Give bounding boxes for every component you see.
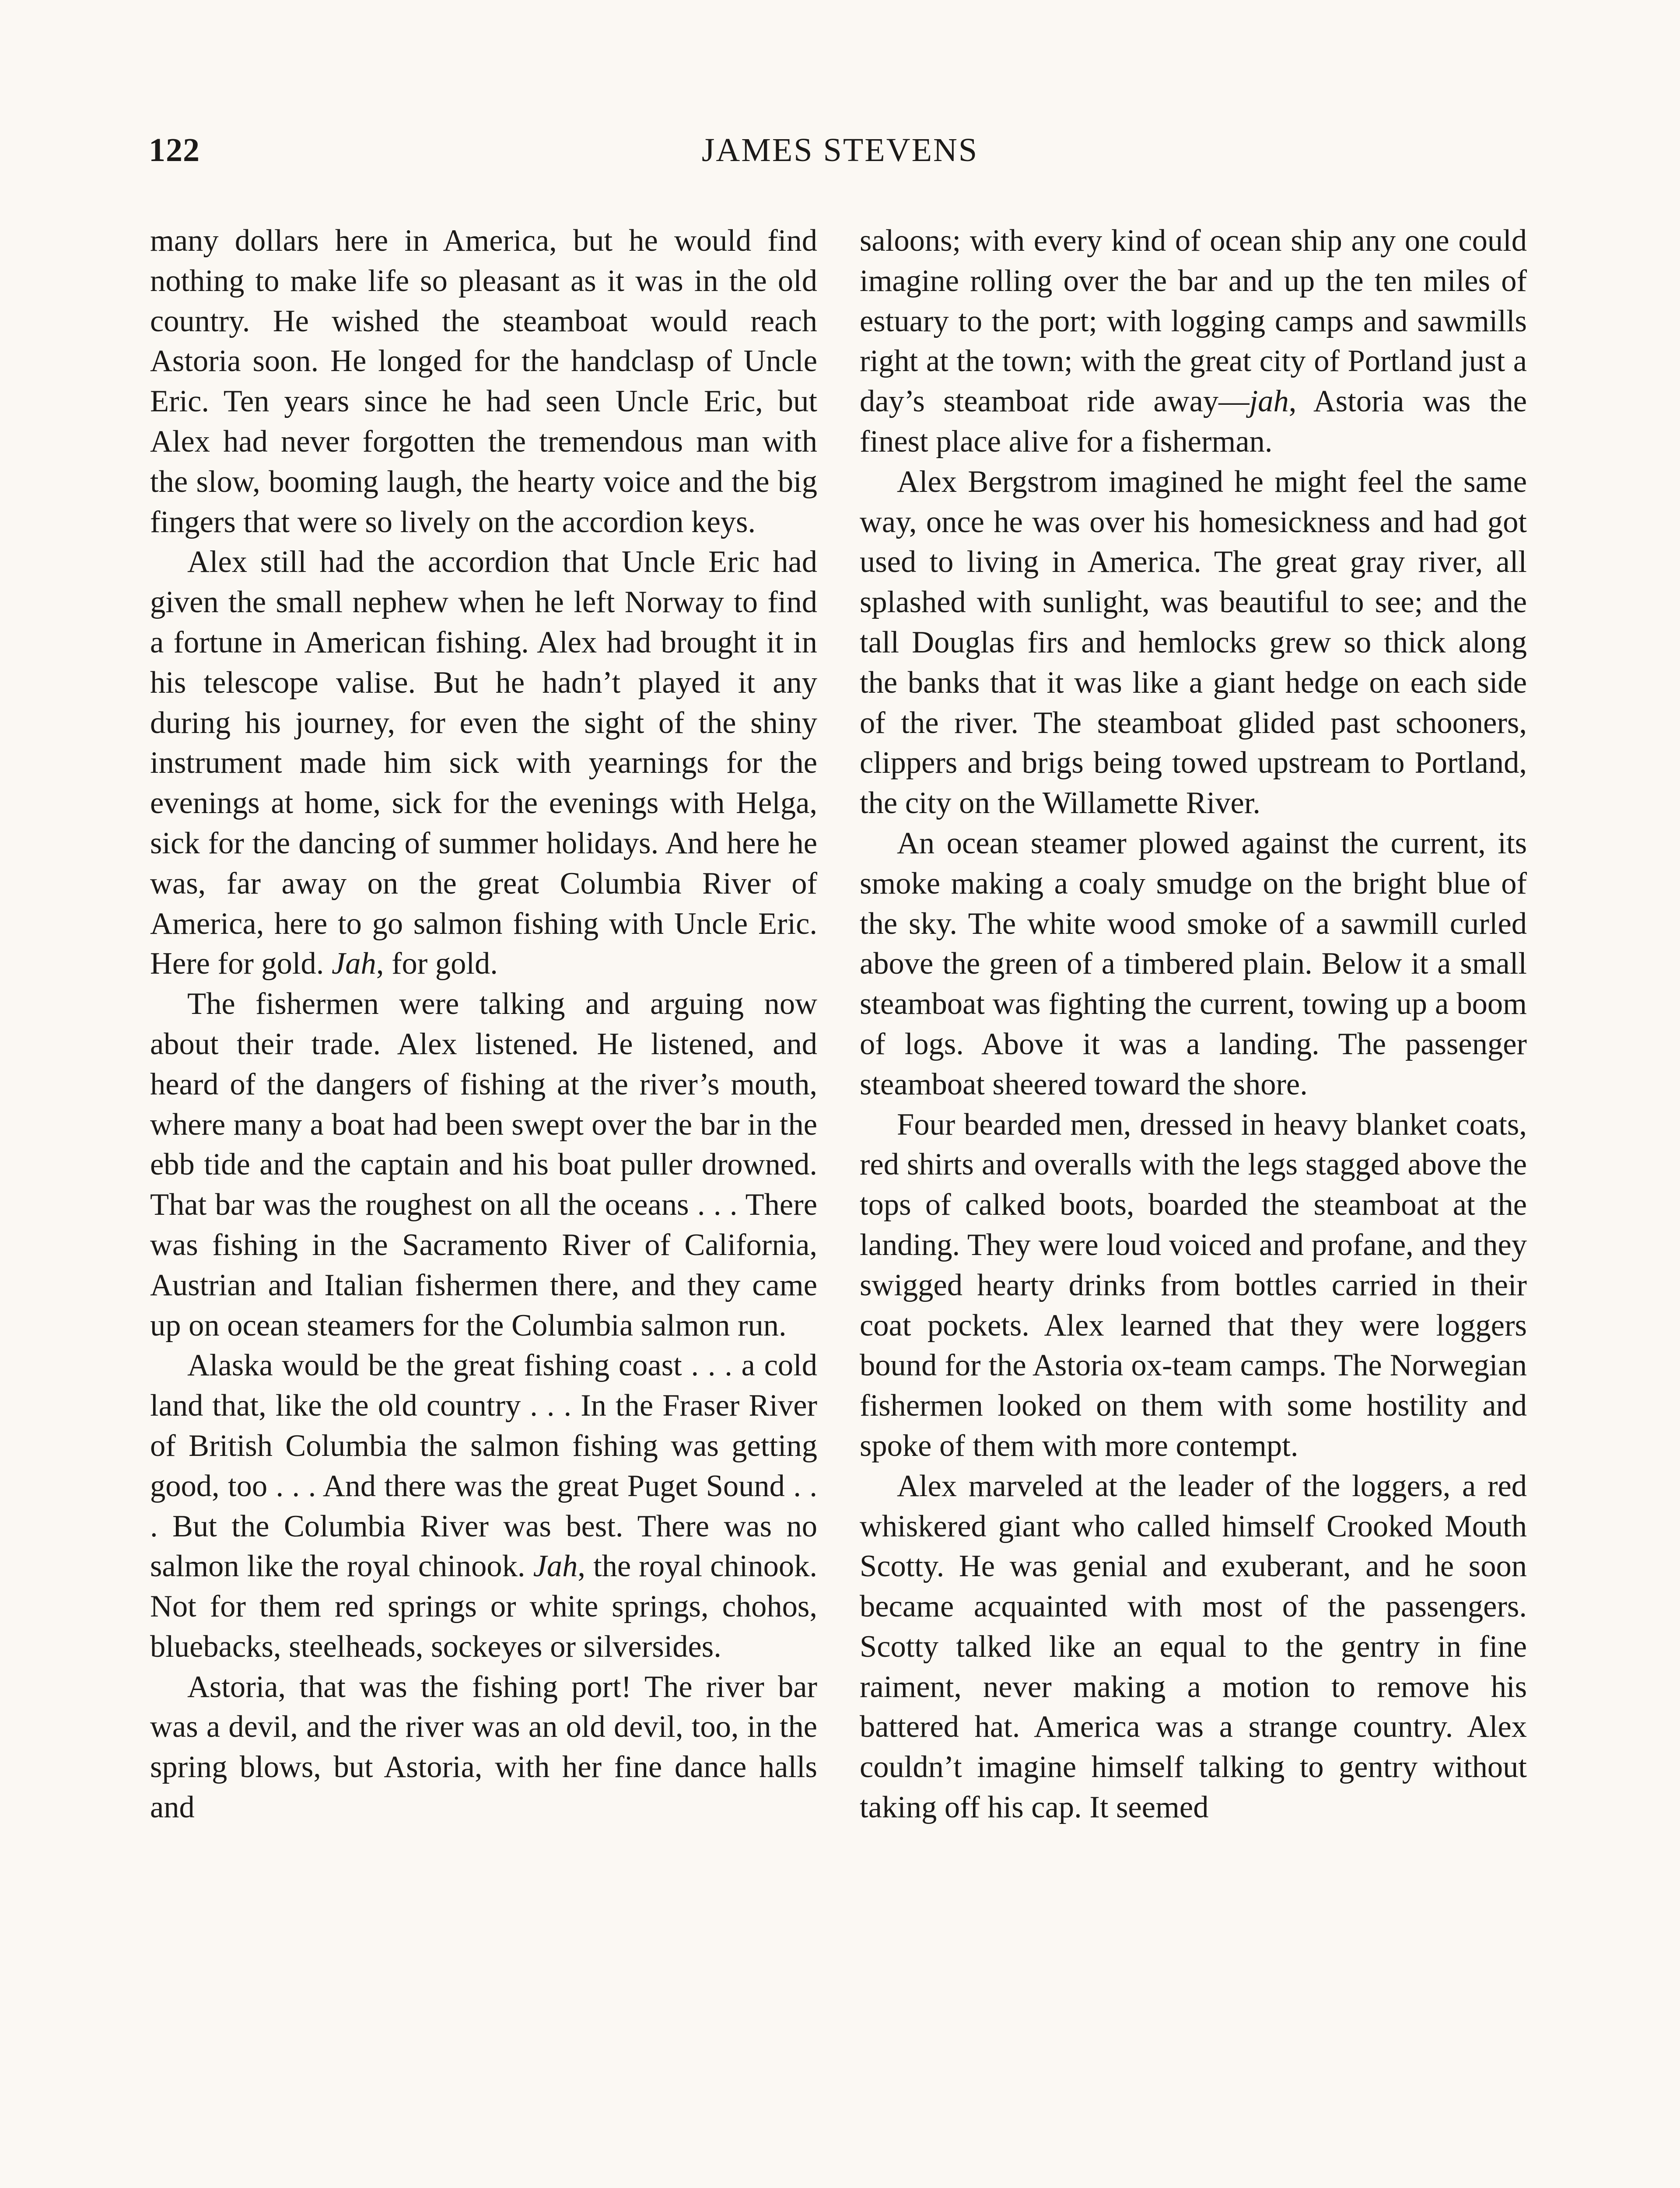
page-number: 122 (149, 132, 200, 168)
paragraph: Alaska would be the great fishing coast . . . a cold land that, like the old country . . . In the Fraser River of British Columbia the salmon fishing was getting good, too . . . And there was the great Puget Sound . . . But the Columbia River was best. There was no salmon like the royal chinook. Jah, the royal chinook. Not for them red springs or white springs, chohos, bluebacks, steelheads, sockeyes or silversides. (150, 1348, 817, 1664)
paragraph: Astoria, that was the fishing port! The river bar was a devil, and the river was an old devil, too, in the spring blows, but Astoria, with her fine dance halls and (150, 1669, 817, 1825)
running-head: JAMES STEVENS (701, 132, 979, 168)
paragraph: Alex Bergstrom imagined he might feel the same way, once he was over his homesickness and had got used to living in America. The great gray river, all splashed with sunlight, was beautiful to see; and the tall Douglas firs and hemlocks grew so thick along the banks that it was like a giant hedge on each side of the river. The steamboat glided past schooners, clippers and brigs being towed upstream to Portland, the city on the Willamette River. (860, 464, 1527, 820)
paragraph: Alex still had the accordion that Uncle Eric had given the small nephew when he left Norway to find a fortune in American fishing. Alex had brought it in his telescope valise. But he hadn’t played it any during his journey, for even the sight of the shiny instrument made him sick with yearnings for the evenings at home, sick for the evenings with Helga, sick for the dancing of summer holidays. And here he was, far away on the great Columbia River of America, here to go salmon fishing with Uncle Eric. Here for gold. Jah, for gold. (150, 545, 817, 981)
paragraph: An ocean steamer plowed against the current, its smoke making a coaly smudge on the bright blue of the sky. The white wood smoke of a sawmill curled above the green of a timbered plain. Below it a small steamboat was fighting the current, towing up a boom of logs. Above it was a landing. The passenger steamboat sheered toward the shore. (860, 826, 1527, 1101)
paragraph: The fishermen were talking and arguing now about their trade. Alex listened. He listened, and heard of the dangers of fishing at the river’s mouth, where many a boat had been swept over the bar in the ebb tide and the captain and his boat puller drowned. That bar was the roughest on all the oceans . . . There was fishing in the Sacramento River of California, Austrian and Italian fishermen there, and they came up on ocean steamers for the Columbia salmon run. (150, 987, 817, 1343)
right-column (860, 221, 1527, 1828)
paragraph: saloons; with every kind of ocean ship any one could imagine rolling over the bar and up the ten miles of estuary to the port; with logging camps and sawmills right at the town; with the great city of Portland just a day’s steamboat ride away—jah, Astoria was the finest place alive for a fisherman. (860, 224, 1527, 459)
paragraph: Four bearded men, dressed in heavy blanket coats, red shirts and overalls with the legs stagged above the tops of calked boots, boarded the steamboat at the landing. They were loud voiced and profane, and they swigged hearty drinks from bottles carried in their coat pockets. Alex learned that they were loggers bound for the Astoria ox-team camps. The Norwegian fishermen looked on them with some hostility and spoke of them with more contempt. (860, 1107, 1527, 1463)
paragraph: Alex marveled at the leader of the loggers, a red whiskered giant who called himself Crooked Mouth Scotty. He was genial and exuberant, and he soon became acquainted with most of the passengers. Scotty talked like an equal to the gentry in fine raiment, never making a motion to remove his battered hat. America was a strange country. Alex couldn’t imagine himself talking to gentry without taking off his cap. It seemed (860, 1469, 1527, 1825)
paragraph: many dollars here in America, but he would find nothing to make life so pleasant as it was in the old country. He wished the steamboat would reach Astoria soon. He longed for the handclasp of Uncle Eric. Ten years since he had seen Uncle Eric, but Alex had never forgotten the tremendous man with the slow, booming laugh, the hearty voice and the big fingers that were so lively on the accordion keys. (150, 224, 817, 539)
left-column (150, 221, 817, 1828)
